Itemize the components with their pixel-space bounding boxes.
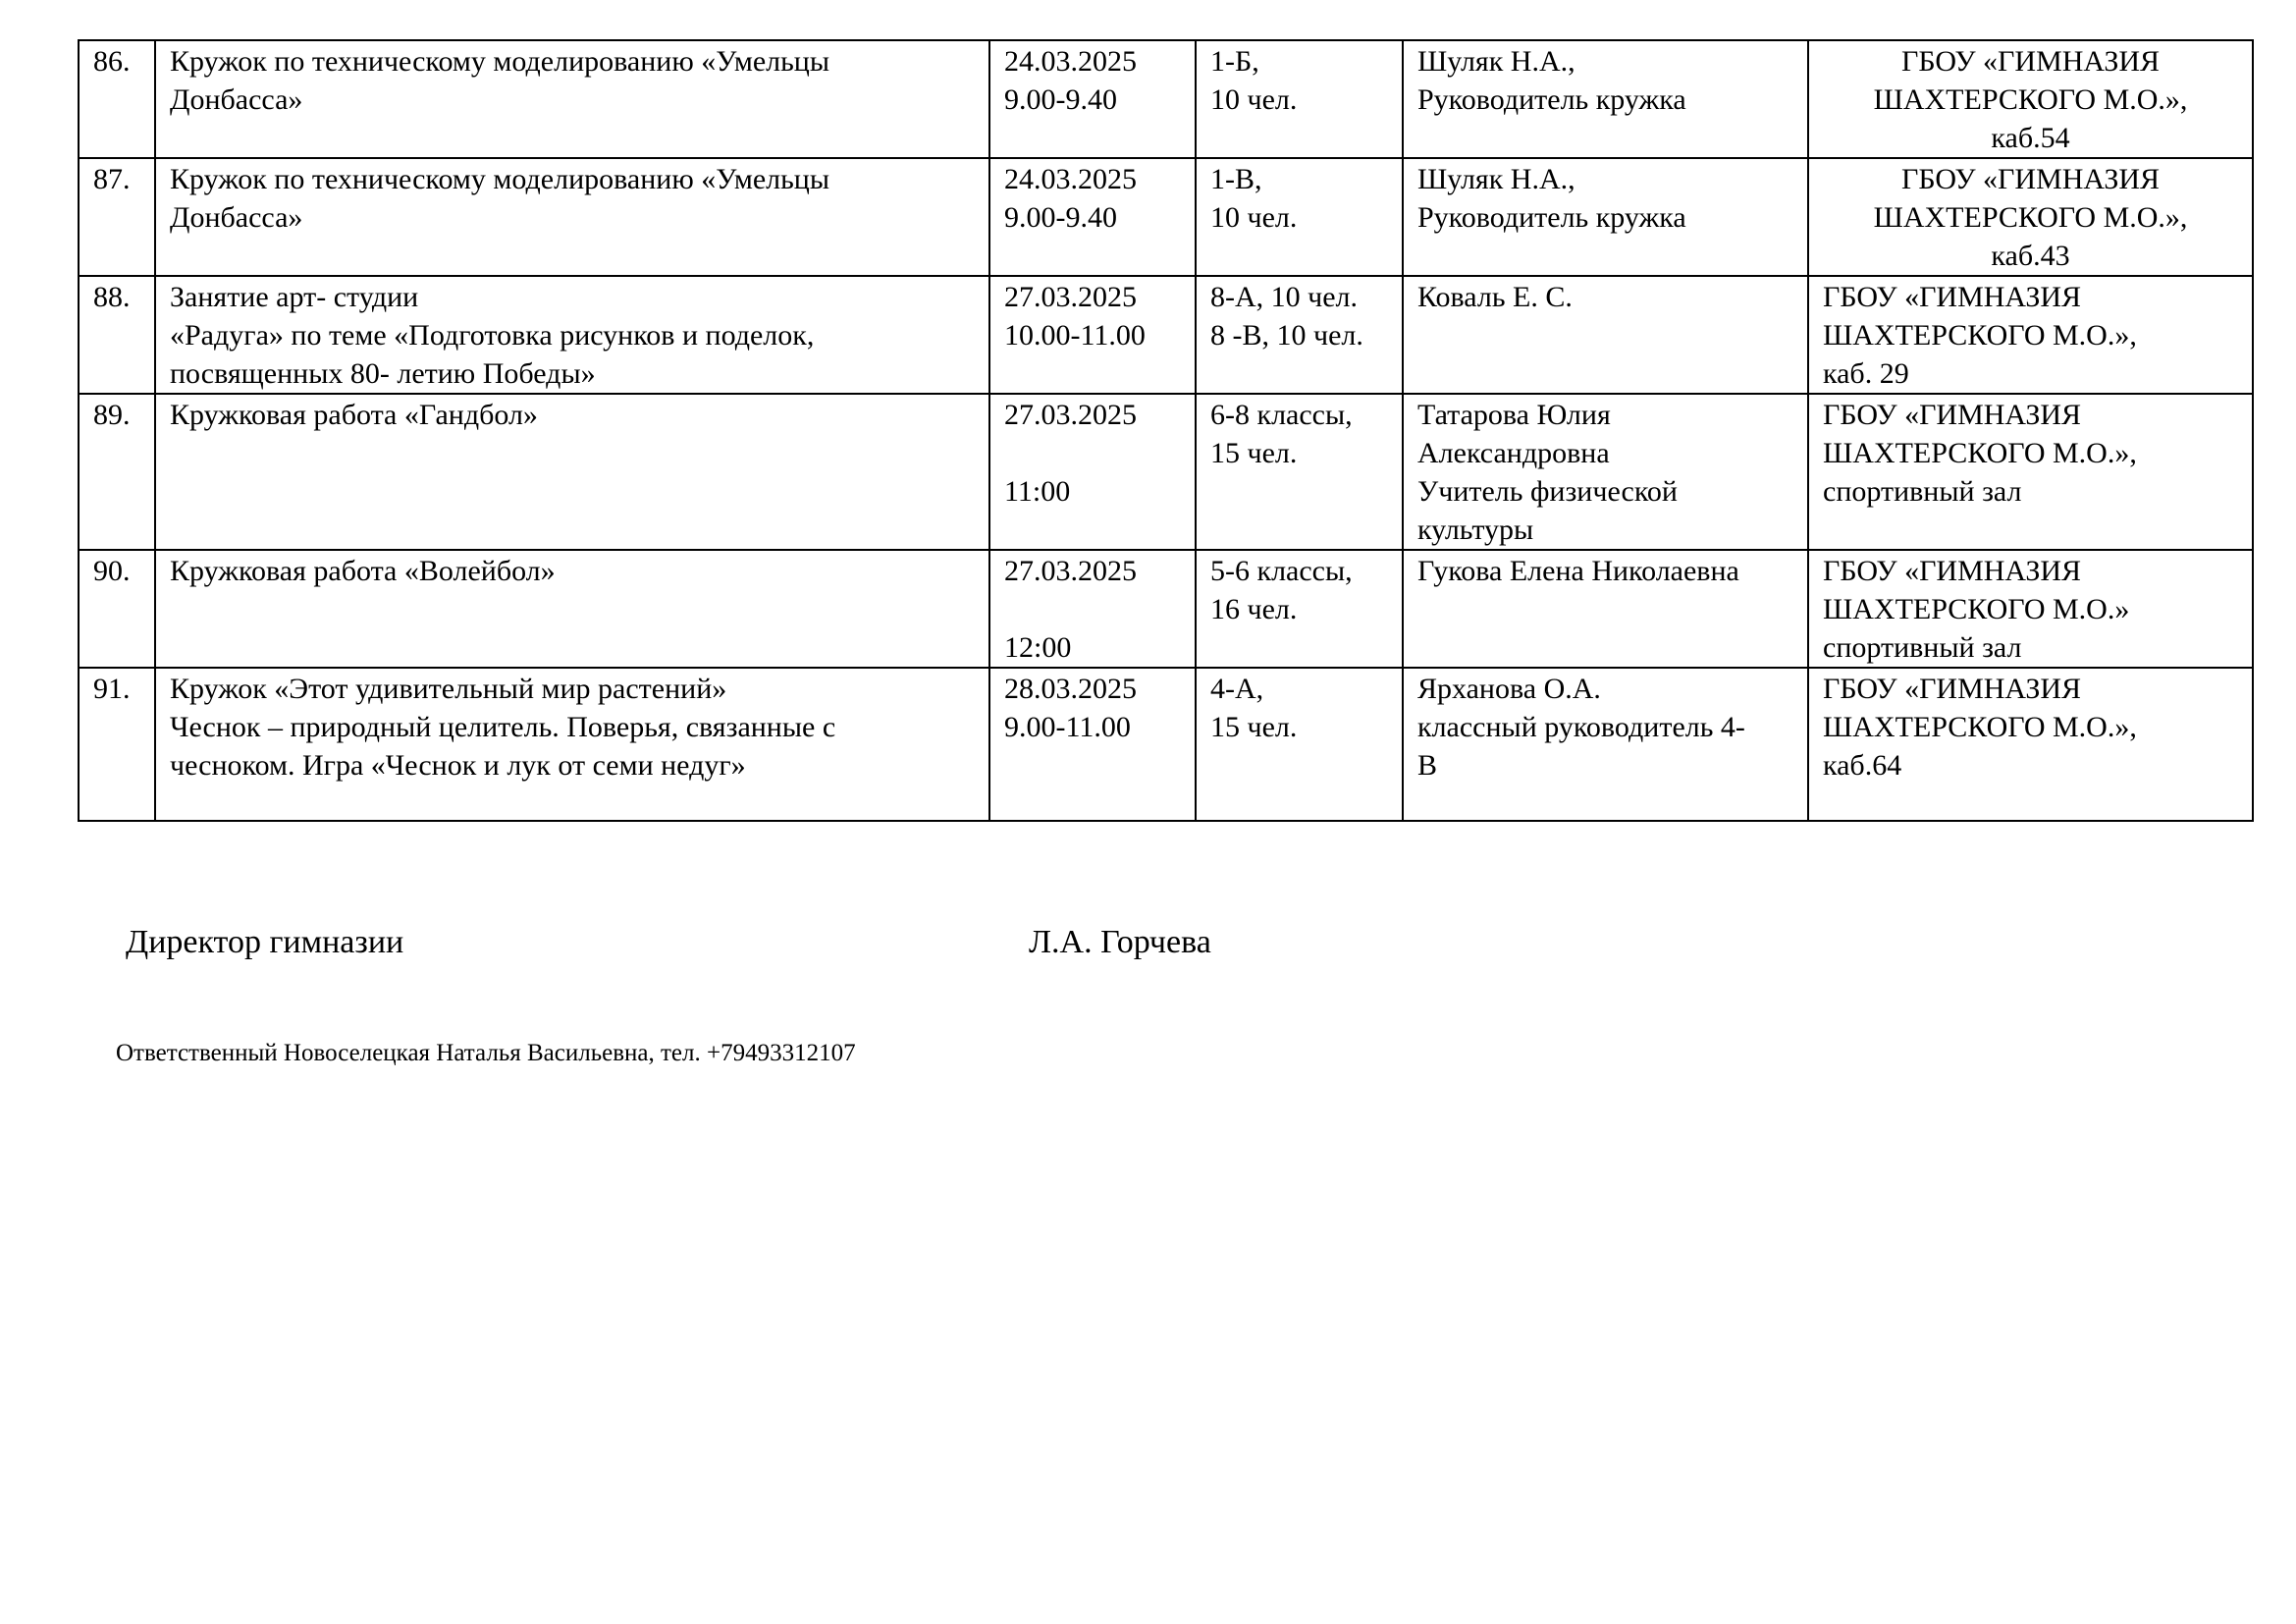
event-responsible: Шуляк Н.А., Руководитель кружка [1403, 158, 1808, 276]
event-place: ГБОУ «ГИМНАЗИЯ ШАХТЕРСКОГО М.О.», каб.43 [1808, 158, 2253, 276]
event-place: ГБОУ «ГИМНАЗИЯ ШАХТЕРСКОГО М.О.», каб.64 [1808, 668, 2253, 821]
table-row [79, 394, 2253, 550]
event-place: ГБОУ «ГИМНАЗИЯ ШАХТЕРСКОГО М.О.» спортивный зал [1808, 550, 2253, 668]
event-datetime: 27.03.2025 10.00-11.00 [989, 276, 1196, 394]
event-responsible: Ярханова О.А. классный руководитель 4- В [1403, 668, 1808, 821]
row-number: 88. [79, 276, 155, 394]
event-responsible: Татарова Юлия Александровна Учитель физической культуры [1403, 394, 1808, 550]
signature-role: Директор гимназии [126, 924, 404, 960]
event-place: ГБОУ «ГИМНАЗИЯ ШАХТЕРСКОГО М.О.», спортивный зал [1808, 394, 2253, 550]
event-participants: 1-В, 10 чел. [1196, 158, 1403, 276]
row-number: 86. [79, 40, 155, 158]
event-participants: 5-6 классы, 16 чел. [1196, 550, 1403, 668]
row-number: 91. [79, 668, 155, 821]
signature-name: Л.А. Горчева [1029, 924, 1211, 960]
table-row [79, 276, 2253, 394]
table-row [79, 668, 2253, 821]
event-title: Кружок по техническому моделированию «Умельцы Донбасса» [155, 158, 989, 276]
event-title: Кружок «Этот удивительный мир растений» Чеснок – природный целитель. Поверья, связанные с чесноком. Игра «Чеснок и лук от семи недуг» [155, 668, 989, 821]
event-responsible: Шуляк Н.А., Руководитель кружка [1403, 40, 1808, 158]
event-datetime: 27.03.2025 12:00 [989, 550, 1196, 668]
event-title: Кружок по техническому моделированию «Умельцы Донбасса» [155, 40, 989, 158]
event-place: ГБОУ «ГИМНАЗИЯ ШАХТЕРСКОГО М.О.», каб.54 [1808, 40, 2253, 158]
event-responsible: Гукова Елена Николаевна [1403, 550, 1808, 668]
event-participants: 1-Б, 10 чел. [1196, 40, 1403, 158]
event-datetime: 24.03.2025 9.00-9.40 [989, 158, 1196, 276]
event-datetime: 28.03.2025 9.00-11.00 [989, 668, 1196, 821]
event-datetime: 27.03.2025 11:00 [989, 394, 1196, 550]
table-row [79, 40, 2253, 158]
event-title: Кружковая работа «Волейбол» [155, 550, 989, 668]
row-number: 89. [79, 394, 155, 550]
event-title: Кружковая работа «Гандбол» [155, 394, 989, 550]
event-responsible: Коваль Е. С. [1403, 276, 1808, 394]
row-number: 90. [79, 550, 155, 668]
table-row [79, 158, 2253, 276]
event-participants: 6-8 классы, 15 чел. [1196, 394, 1403, 550]
event-participants: 8-А, 10 чел. 8 -В, 10 чел. [1196, 276, 1403, 394]
event-place: ГБОУ «ГИМНАЗИЯ ШАХТЕРСКОГО М.О.», каб. 29 [1808, 276, 2253, 394]
table-row [79, 550, 2253, 668]
event-title: Занятие арт- студии «Радуга» по теме «Подготовка рисунков и поделок, посвященных 80- летию Победы» [155, 276, 989, 394]
events-table [78, 39, 2254, 822]
responsible-contact: Ответственный Новоселецкая Наталья Васильевна, тел. +79493312107 [116, 1040, 856, 1066]
event-datetime: 24.03.2025 9.00-9.40 [989, 40, 1196, 158]
row-number: 87. [79, 158, 155, 276]
event-participants: 4-А, 15 чел. [1196, 668, 1403, 821]
